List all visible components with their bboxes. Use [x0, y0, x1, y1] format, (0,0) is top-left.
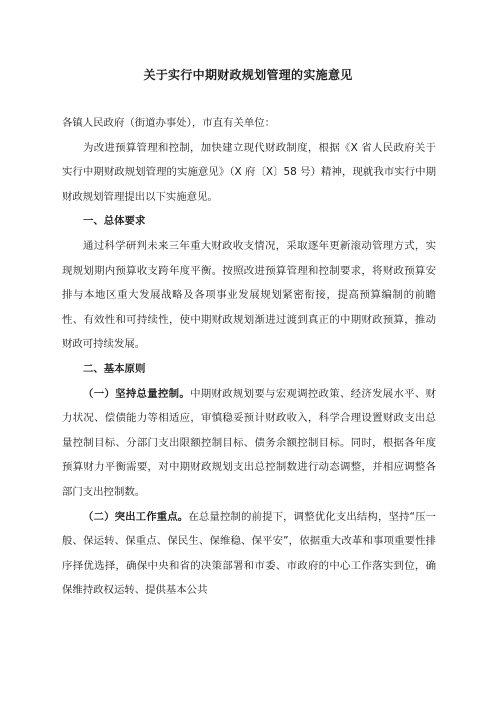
- section-1-paragraph: 通过科学研判未来三年重大财政收支情况，采取逐年更新滚动管理方式，实现规划期内预算收支跨年度平衡。按照改进预算管理和控制要求，将财政预算安排与本地区重大发展战略及各项事业发展规划紧密衔接，提高预算编制的前瞻性、有效性和可持续性，使中期财政规划渐进过渡到真正的中期财政预算，推动财政可持续发展。: [62, 239, 436, 351]
- principle-2-lead: （二）突出工作重点。: [83, 510, 189, 523]
- section-2-heading: 二、基本原则: [83, 362, 146, 375]
- salutation: 各镇人民政府（街道办事处），市直有关单位：: [62, 117, 276, 129]
- section-1-heading: 一、总体要求: [83, 215, 146, 228]
- principle-1-paragraph: [62, 382, 436, 505]
- document-title: 关于实行中期财政规划管理的实施意见: [143, 68, 353, 82]
- principle-2-paragraph: [62, 505, 436, 603]
- intro-paragraph: 为改进预算管理和控制，加快建立现代财政制度，根据《X 省人民政府关于实行中期财政规划管理的实施意见》（X 府〔X〕58 号）精神，现就我市实行中期财政规划管理提出以下实施意见。: [62, 141, 436, 203]
- document-body: [62, 111, 436, 603]
- principle-1-lead: （一）坚持总量控制。: [83, 387, 191, 400]
- principle-1-text: 中期财政规划要与宏观调控政策、经济发展水平、财力状况、偿债能力等相适应，审慎稳妥预计财政收入，科学合理设置财政支出总量控制目标、分部门支出限额控制目标、债务余额控制目标。同时，根据各年度预算财力平衡需要，对中期财政规划支出总控制数进行动态调整，并相应调整各部门支出控制数。: [62, 387, 437, 498]
- principle-2-text: 在总量控制的前提下，调整优化支出结构，坚持“压一般、保运转、保重点、保民生、保维稳、保平安”，依据重大改革和事项重要性排序择优选择，确保中央和省的决策部署和市委、市政府的中心工作落实到位，确保维持政权运转、提供基本公共: [62, 510, 436, 597]
